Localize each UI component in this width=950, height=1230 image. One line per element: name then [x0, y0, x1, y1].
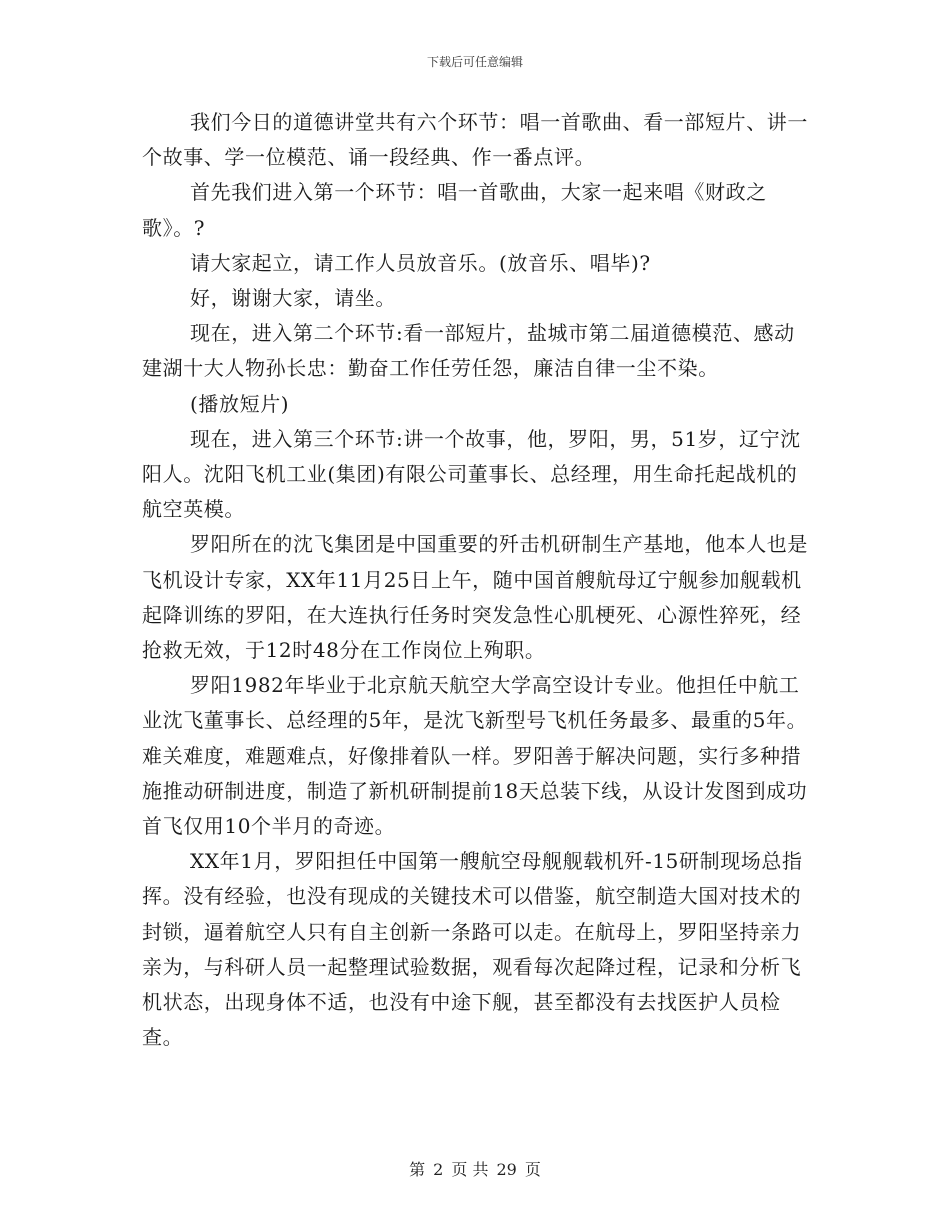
paragraph-3: 请大家起立，请工作人员放音乐。(放音乐、唱毕)?	[190, 250, 651, 275]
paragraph-4: 好，谢谢大家，请坐。	[190, 286, 396, 311]
document-body	[142, 105, 812, 1055]
footer-page-number: 2	[433, 1160, 444, 1179]
paragraph-7: 现在，进入第三个环节:讲一个故事，他，罗阳，男，51岁，辽宁沈阳人。沈阳飞机工业(集团)有限公司董事长、总经理，用生命托起战机的航空英模。	[142, 426, 801, 522]
footer-suffix: 页	[524, 1160, 541, 1179]
page-header: 下载后可任意编辑	[426, 55, 523, 69]
paragraph-9: 罗阳1982年毕业于北京航天航空大学高空设计专业。他担任中航工业沈飞董事长、总经理的5年，是沈飞新型号飞机任务最多、最重的5年。难关难度，难题难点，好像排着队一样。罗阳善于解决问题，实行多种措施推动研制进度，制造了新机研制提前18天总装下线，从设计发图到成功首飞仅用10个半月的奇迹。	[142, 673, 808, 839]
paragraph-1: 我们今日的道德讲堂共有六个环节：唱一首歌曲、看一部短片、讲一个故事、学一位模范、诵一段经典、作一番点评。	[142, 110, 808, 170]
paragraph-10: XX年1月，罗阳担任中国第一艘航空母舰舰载机歼-15研制现场总指挥。没有经验，也没有现成的关键技术可以借鉴，航空制造大国对技术的封锁，逼着航空人只有自主创新一条路可以走。在航母上，罗阳坚持亲力亲为，与科研人员一起整理试验数据，观看每次起降过程，记录和分析飞机状态，出现身体不适，也没有中途下舰，甚至都没有去找医护人员检查。	[142, 849, 803, 1050]
footer-total-pages: 29	[496, 1160, 517, 1179]
footer-middle: 页 共	[451, 1160, 489, 1179]
paragraph-8: 罗阳所在的沈飞集团是中国重要的歼击机研制生产基地，他本人也是飞机设计专家，XX年11月25日上午，随中国首艘航母辽宁舰参加舰载机起降训练的罗阳，在大连执行任务时突发急性心肌梗死、心源性猝死，经抢救无效，于12时48分在工作岗位上殉职。	[142, 532, 808, 663]
paragraph-6: (播放短片)	[190, 391, 290, 416]
paragraph-2: 首先我们进入第一个环节：唱一首歌曲，大家一起来唱《财政之歌》。?	[142, 180, 767, 240]
footer-prefix: 第	[409, 1160, 426, 1179]
page-footer	[0, 1157, 950, 1180]
paragraph-5: 现在，进入第二个环节:看一部短片，盐城市第二届道德模范、感动建湖十大人物孙长忠：勤奋工作任劳任怨，廉洁自律一尘不染。	[142, 321, 795, 381]
